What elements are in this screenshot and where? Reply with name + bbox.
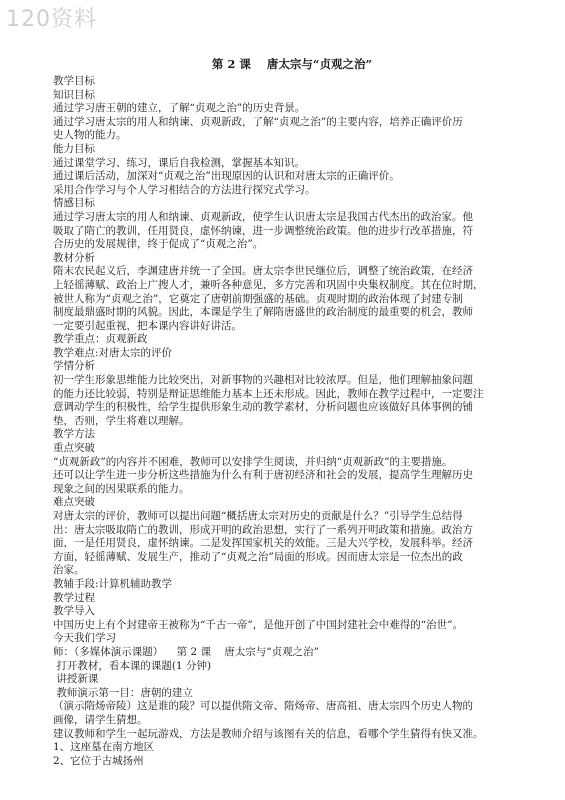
text-line: 垫，否则，学生将难以理解。	[53, 414, 190, 427]
text-line: 画像，请学生猜想。	[53, 713, 148, 726]
text-line: 一定要引起重视，把本课内容讲好讲活。	[53, 319, 242, 332]
text-line: 中国历史上有个封建帝王被称为“千古一帝”，是他开创了中国封建社会中难得的“治世”。	[53, 618, 463, 631]
text-line: 通过课堂学习、练习，课后自我检测，掌握基本知识。	[53, 156, 305, 169]
text-line: 吸取了隋亡的教训，任用贤良，虚怀纳谏，进一步调整统治政策。他的进步行改革措施，符	[53, 224, 473, 237]
text-line: 现象之间的因果联系的能力。	[53, 482, 190, 495]
text-line: 今天我们学习	[53, 632, 116, 645]
text-line: 教学目标	[53, 75, 95, 87]
text-line: 2、它位于古城扬州	[53, 754, 144, 767]
text-line: 重点突破	[53, 442, 95, 455]
text-line: 还可以让学生进一步分析这些措施为什么有利于唐初经济和社会的发展，提高学生理解历史	[53, 469, 473, 482]
text-line: 合历史的发展规律，终于促成了“贞观之治”。	[53, 238, 264, 251]
text-line: 教辅手段:计算机辅助教学	[53, 577, 173, 590]
text-line: 教学导入	[53, 605, 95, 618]
text-line: 教师演示第一目：唐朝的建立	[53, 686, 193, 699]
text-line: 学情分析	[53, 360, 95, 373]
text-line: 情感目标	[53, 197, 95, 210]
text-line: 教学难点:对唐太宗的评价	[53, 346, 173, 359]
text-line: 教材分析	[53, 251, 95, 264]
text-line: 通过学习唐太宗的用人和纳谏、贞观新政，使学生认识唐太宗是我国古代杰出的政治家。他	[53, 210, 473, 223]
text-line: 对唐太宗的评价，教师可以提出问题“概括唐太宗对历史的贡献是什么？”引导学生总结得	[53, 510, 463, 522]
text-line: 能力目标	[53, 142, 95, 155]
text-line: “贞观新政”的内容并不困难，教师可以安排学生阅读，并归纳“贞观新政”的主要措施。	[53, 455, 453, 468]
text-line: 史人物的能力。	[53, 129, 127, 142]
page-title: 第 2 课 唐太宗与“贞观之治”	[211, 57, 373, 71]
text-line: 隋末农民起义后，李渊建唐并统一了全国。唐太宗李世民继位后，调整了统治政策，在经济	[53, 265, 473, 278]
text-line: 意调动学生的积极性，给学生提供形象生动的教学素材，分析问题也应该做好具体事例的铺	[53, 401, 473, 414]
text-line: 制度最鼎盛时期的风貌。因此，本课是学生了解隋唐盛世的政治制度的最重要的机会，教师	[53, 306, 473, 319]
text-line: 知识目标	[53, 88, 95, 101]
text-line: 采用合作学习与个人学习相结合的方法进行探究式学习。	[53, 183, 316, 196]
text-line: 师：（多媒体演示课题） 第 2 课 唐太宗与“贞观之治”	[53, 645, 320, 658]
text-line: 上轻徭薄赋、政治上广搜人才，兼听各种意见，多方完善和巩固中央集权制度。其在位时期，	[53, 278, 484, 291]
text-line: 教学过程	[53, 591, 95, 604]
text-line: 方面，轻徭薄赋、发展生产，推动了“贞观之治”局面的形成。因而唐太宗是一位杰出的政	[53, 550, 463, 563]
text-line: 教学重点：贞观新政	[53, 333, 148, 346]
text-line: 通过学习唐太宗的用人和纳谏、贞观新政，了解“贞观之治”的主要内容，培养正确评价历	[53, 115, 463, 128]
text-line: 通过学习唐王朝的建立，了解“贞观之治”的历史背景。	[53, 102, 306, 115]
text-line: 面，一是任用贤良，虚怀纳谏。二是发挥国家机关的效能。三是大兴学校，发展科举。经济	[53, 537, 473, 550]
watermark-logo: 120资料	[6, 7, 97, 32]
text-line: 通过课后活动，加深对“贞观之治”出现原因的认识和对唐太宗的正确评价。	[53, 170, 400, 183]
text-line: 教学方法	[53, 428, 95, 441]
text-line: 讲授新课	[53, 673, 99, 686]
text-line: 的能力还比较弱，特别是辩证思维能力基本上还未形成。因此，教师在教学过程中，一定要注	[53, 387, 484, 400]
text-line: （演示隋炀帝陵）这是谁的陵？可以提供隋文帝、隋炀帝、唐高祖、唐太宗四个历史人物的	[53, 700, 473, 713]
text-line: 初一学生形象思维能力比较突出，对新事物的兴趣相对比较浓厚。但是，他们理解抽象问题	[53, 374, 473, 387]
document-body	[53, 56, 531, 768]
text-line: 建议教师和学生一起玩游戏，方法是教师介绍与该图有关的信息，看哪个学生猜得有快又准。	[53, 727, 484, 740]
text-line: 难点突破	[53, 496, 95, 509]
text-line: 打开教材，看本课的课题(1 分钟)	[53, 659, 212, 672]
text-line: 1、这座墓在南方地区	[53, 741, 155, 754]
text-line: 被世人称为“贞观之治”，它奠定了唐朝前期强盛的基础。贞观时期的政治体现了封建专制	[53, 292, 463, 305]
text-line: 出：唐太宗吸取隋亡的教训，形成开明的政治思想，实行了一系列开明政策和措施。政治方	[53, 523, 473, 536]
text-line: 治家。	[53, 564, 85, 577]
